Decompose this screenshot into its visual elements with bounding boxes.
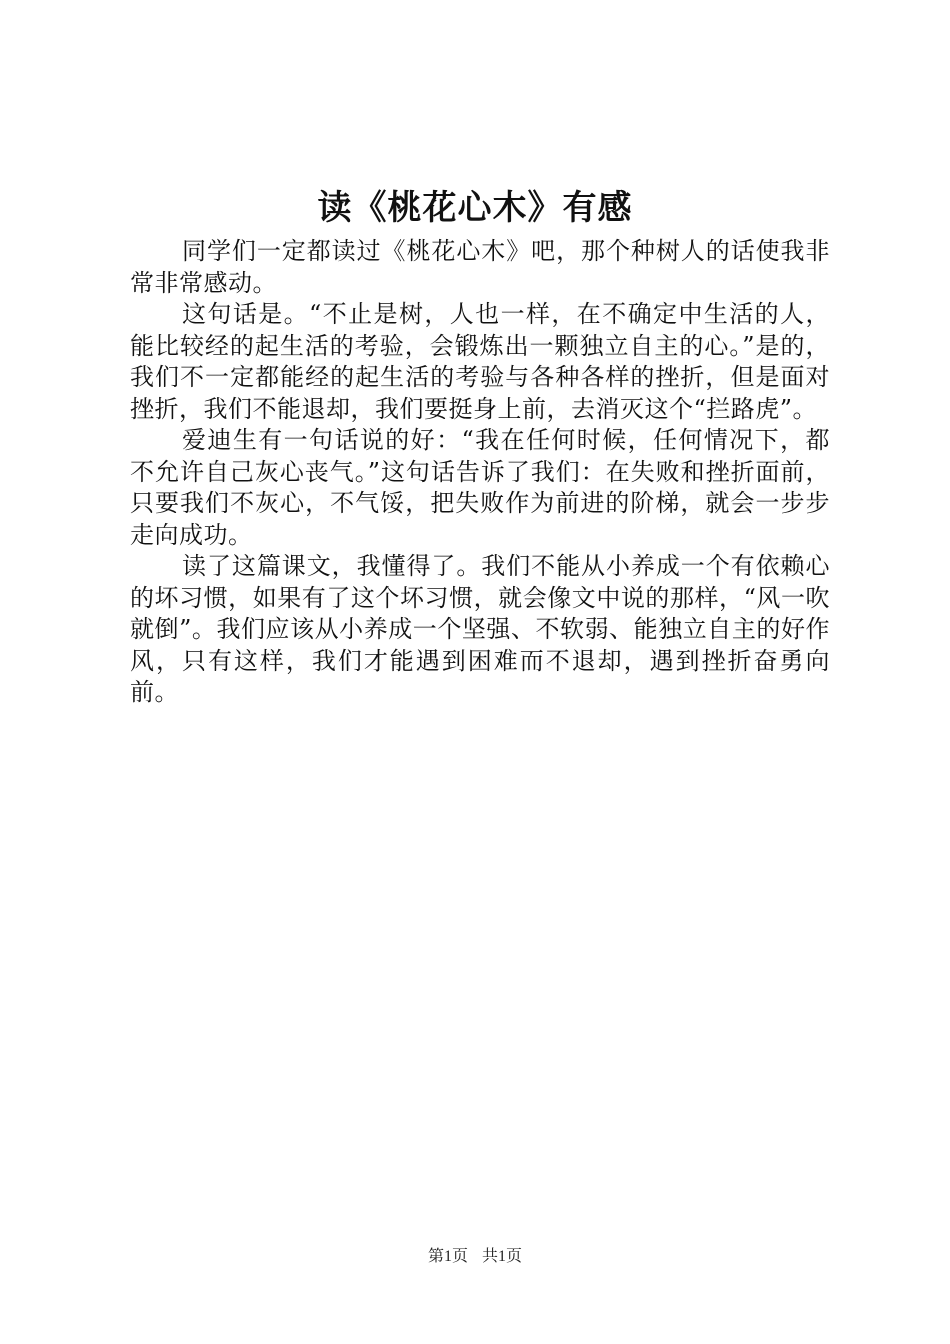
paragraph-4: 读了这篇课文，我懂得了。我们不能从小养成一个有依赖心的坏习惯，如果有了这个坏习惯，就会像文中说的那样，“风一吹就倒”。我们应该从小养成一个坚强、不软弱、能独立自主的好作风，只有这样，我们才能遇到困难而不退却，遇到挫折奋勇向前。 bbox=[130, 552, 830, 706]
page-total: 共1页 bbox=[482, 1248, 523, 1265]
paragraph-2: 这句话是。“不止是树，人也一样，在不确定中生活的人，能比较经的起生活的考验，会锻炼出一颗独立自主的心。”是的，我们不一定都能经的起生活的考验与各种各样的挫折，但是面对挫折，我们不能退却，我们要挺身上前，去消灭这个“拦路虎”。 bbox=[130, 300, 830, 423]
paragraph-1: 同学们一定都读过《桃花心木》吧，那个种树人的话使我非常非常感动。 bbox=[130, 237, 830, 297]
paragraph-3: 爱迪生有一句话说的好：“我在任何时候，任何情况下，都不允许自己灰心丧气。”这句话告诉了我们：在失败和挫折面前，只要我们不灰心，不气馁，把失败作为前进的阶梯，就会一步步走向成功。 bbox=[130, 426, 830, 549]
page-number: 第1页 bbox=[427, 1248, 468, 1265]
document-body bbox=[130, 236, 830, 709]
document-title: 读《桃花心木》有感 bbox=[317, 188, 633, 228]
page-footer bbox=[0, 1243, 950, 1266]
